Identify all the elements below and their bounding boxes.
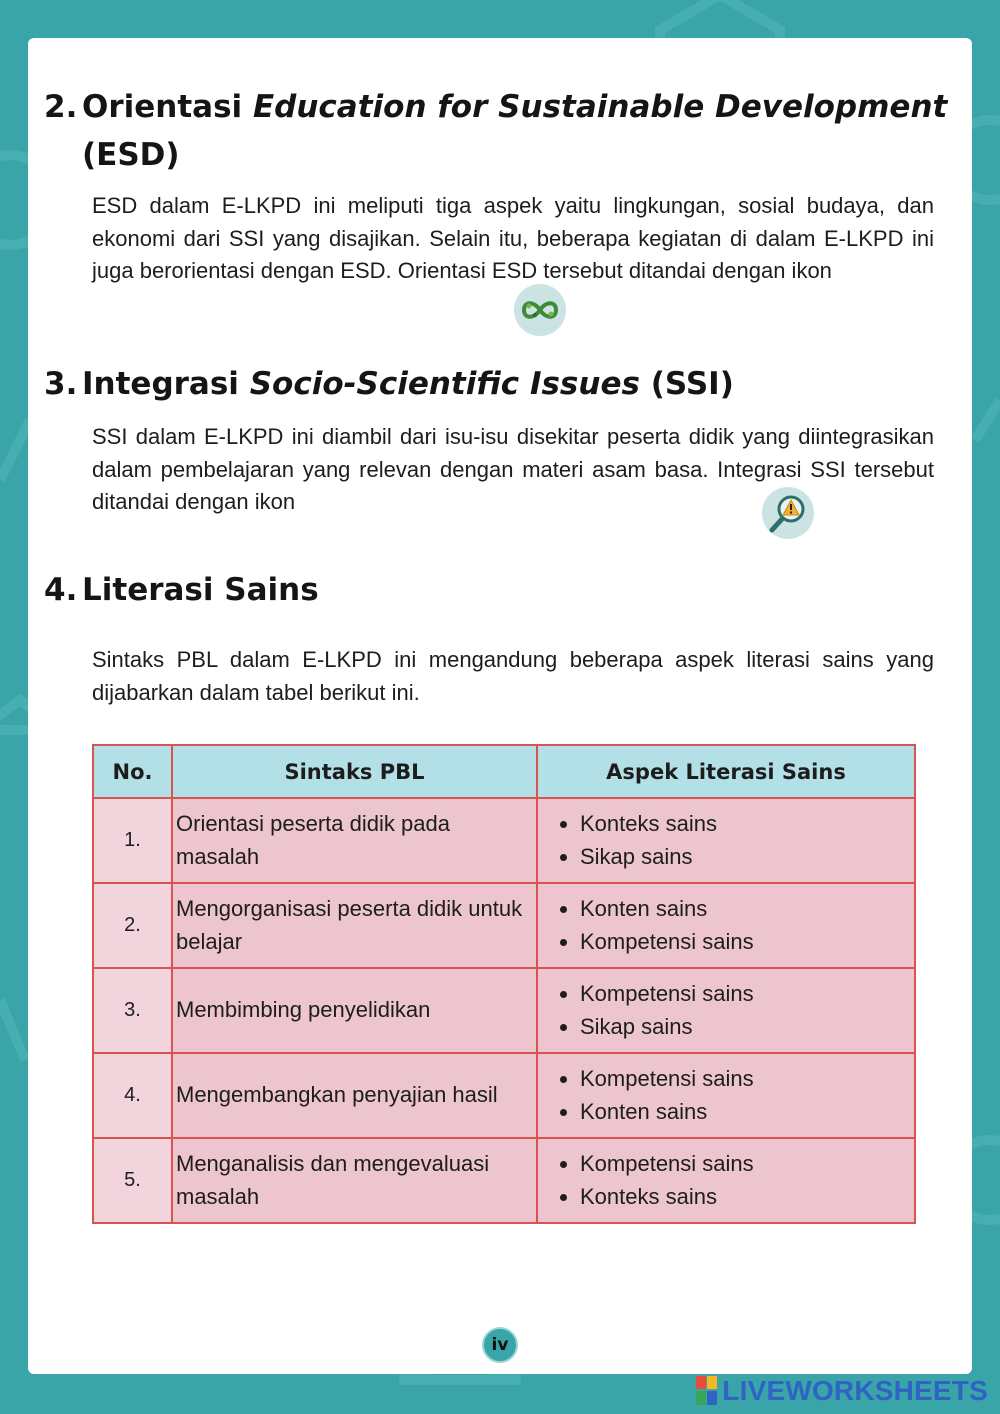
row-aspek (537, 883, 915, 968)
ssi-heading-italic: Socio-Scientific Issues (249, 366, 640, 402)
section-number: 4. (44, 572, 78, 608)
ssi-heading-suffix: (SSI) (639, 366, 734, 402)
aspek-item: • Konten sains (580, 1096, 914, 1129)
aspek-item: • Konteks sains (580, 808, 914, 841)
header-no: No. (93, 745, 172, 798)
aspek-item: • Sikap sains (580, 1011, 914, 1044)
aspek-item: • Konten sains (580, 893, 914, 926)
aspek-item: • Konteks sains (580, 1181, 914, 1214)
row-number: 3. (93, 968, 172, 1053)
ssi-magnifier-warning-icon (762, 487, 814, 539)
row-number: 1. (93, 798, 172, 883)
aspek-item: • Kompetensi sains (580, 926, 914, 959)
aspek-item: • Kompetensi sains (580, 978, 914, 1011)
esd-heading-suffix: (ESD) (82, 137, 180, 173)
row-number: 2. (93, 883, 172, 968)
table-row (93, 1138, 915, 1223)
header-sintaks: Sintaks PBL (172, 745, 537, 798)
literasi-description: Sintaks PBL dalam E-LKPD ini mengandung beberapa aspek literasi sains yang dijabarkan dalam tabel berikut ini. (92, 647, 934, 705)
ssi-heading-prefix: Integrasi (82, 366, 250, 402)
aspek-item: • Kompetensi sains (580, 1148, 914, 1181)
row-aspek (537, 968, 915, 1053)
esd-infinity-icon (514, 284, 566, 336)
row-aspek (537, 1053, 915, 1138)
esd-heading-italic: Education for Sustainable Development (252, 89, 948, 125)
liveworksheets-logo (696, 1374, 988, 1408)
aspek-item: • Sikap sains (580, 841, 914, 874)
literasi-heading (44, 566, 319, 614)
esd-description: ESD dalam E-LKPD ini meliputi tiga aspek yaitu lingkungan, sosial budaya, dan ekonomi dari SSI yang disajikan. Selain itu, beberapa kegiatan di dalam E-LKPD ini juga berorientasi dengan ESD. Orientasi ESD tersebut ditandai dengan ikon (92, 193, 934, 284)
row-number: 5. (93, 1138, 172, 1223)
esd-heading-prefix: Orientasi (82, 89, 253, 125)
row-sintaks: Membimbing penyelidikan (172, 968, 537, 1053)
ssi-description: SSI dalam E-LKPD ini diambil dari isu-isu disekitar peserta didik yang diintegrasikan dalam pembelajaran yang relevan dengan materi asam basa. Integrasi SSI tersebut ditandai dengan ikon (92, 424, 934, 515)
liveworksheets-blocks-icon (696, 1376, 718, 1406)
row-aspek (537, 798, 915, 883)
brand-name: LIVEWORKSHEETS (722, 1375, 988, 1406)
table-row (93, 1053, 915, 1138)
literasi-sains-table (92, 744, 916, 1224)
row-sintaks: Mengembangkan penyajian hasil (172, 1053, 537, 1138)
worksheet-page (28, 38, 972, 1374)
row-sintaks: Menganalisis dan mengevaluasi masalah (172, 1138, 537, 1223)
table-header-row (93, 745, 915, 798)
table-row (93, 883, 915, 968)
esd-heading (44, 83, 947, 179)
table-row (93, 798, 915, 883)
row-sintaks: Mengorganisasi peserta didik untuk belajar (172, 883, 537, 968)
table-row (93, 968, 915, 1053)
literasi-heading-title: Literasi Sains (82, 572, 319, 608)
row-sintaks: Orientasi peserta didik pada masalah (172, 798, 537, 883)
row-number: 4. (93, 1053, 172, 1138)
page-number: iv (482, 1327, 518, 1363)
section-number: 2. (44, 89, 78, 125)
ssi-heading (44, 360, 734, 408)
header-aspek: Aspek Literasi Sains (537, 745, 915, 798)
aspek-item: • Kompetensi sains (580, 1063, 914, 1096)
row-aspek (537, 1138, 915, 1223)
section-number: 3. (44, 366, 78, 402)
